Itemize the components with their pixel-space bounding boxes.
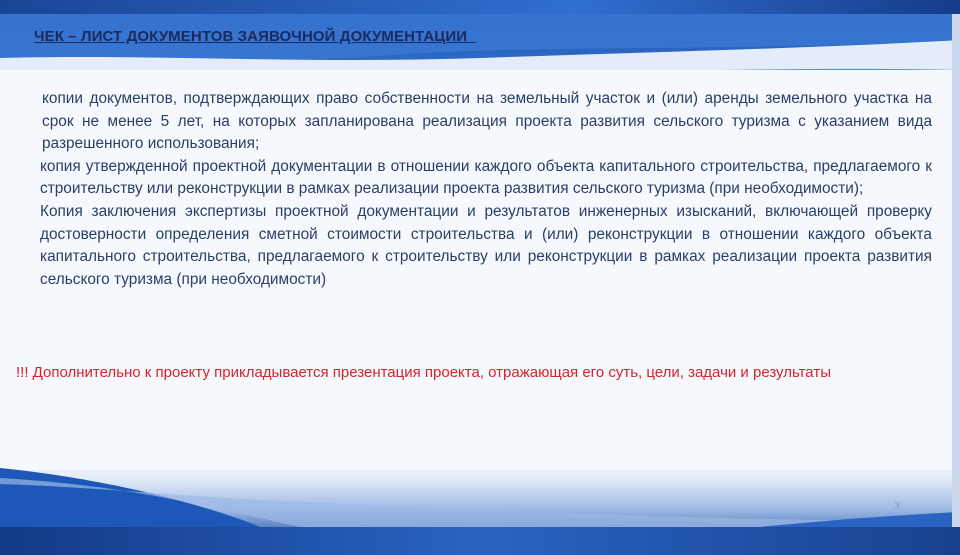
list-item-project-documentation: копия утвержденной проектной документации в отношении каждого объекта капитального строительства, предлагаемого к строительству или реконструкции в рамках реализации проекта развития сельского туризма (при необходимости); [40, 157, 932, 198]
document-list [42, 88, 932, 291]
list-item-land-documents: копии документов, подтверждающих право собственности на земельный участок и (или) аренды земельного участка на срок не менее 5 лет, на которых запланирована реализация проекта развития сельского туризма с указанием вида разрешенного использования; [42, 90, 932, 153]
list-item-expertise-conclusion: Копия заключения экспертизы проектной документации и результатов инженерных изысканий, включающей проверку достоверности определения сметной стоимости строительства и (или) реконструкции в отношении каждого объекта капитального строительства, предлагаемого к строительству или реконструкции в рамках реализации проекта развития сельского туризма (при необходимости) [40, 202, 932, 288]
additional-note: !!! Дополнительно к проекту прикладывается презентация проекта, отражающая его суть, цели, задачи и результаты [16, 364, 831, 381]
slide-title: ЧЕК – ЛИСТ ДОКУМЕНТОВ ЗАЯВОЧНОЙ ДОКУМЕНТАЦИИ [34, 28, 476, 45]
page-number: 3 [894, 500, 900, 512]
